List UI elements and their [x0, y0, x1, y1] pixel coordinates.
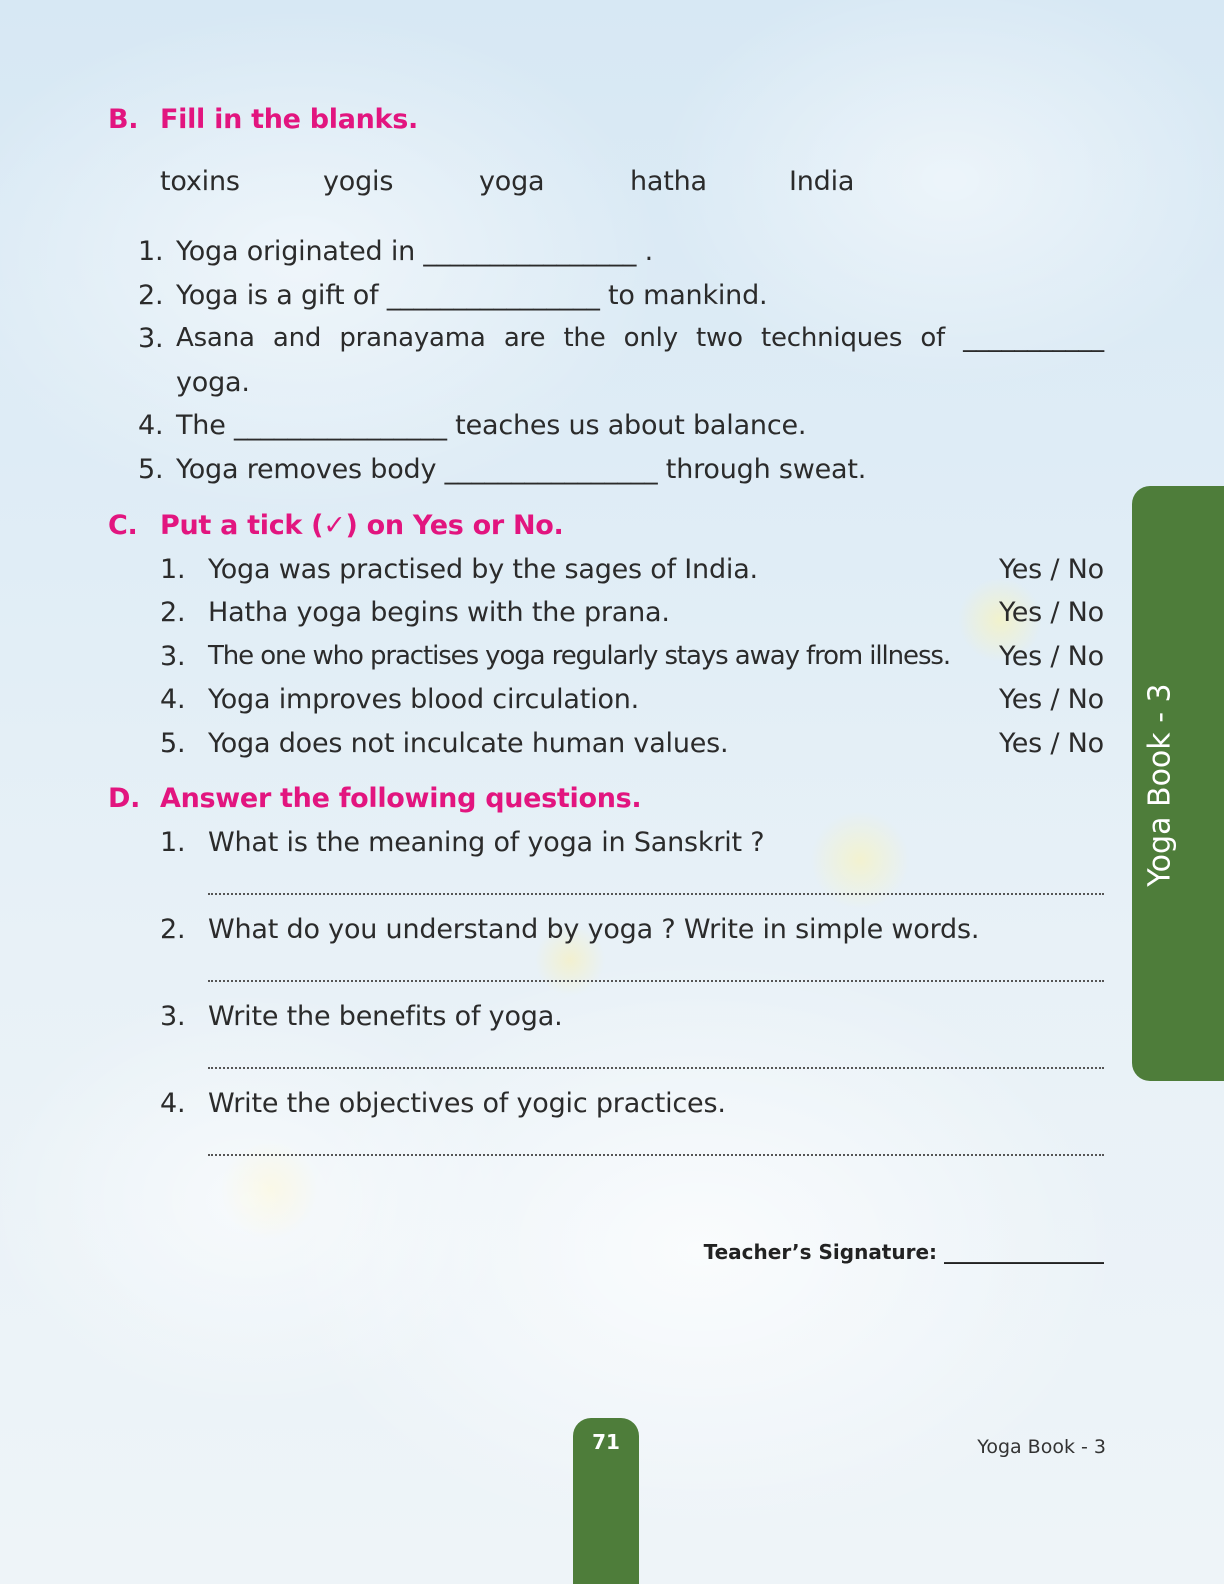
footer-book-title: Yoga Book - 3 — [977, 1436, 1106, 1458]
answer-line[interactable] — [208, 1154, 1104, 1156]
section-d-letter: D. — [108, 783, 141, 814]
word-bank-item: yogis — [323, 166, 394, 197]
item-text: Write the objectives of yogic practices. — [208, 1088, 726, 1119]
section-c-title: Put a tick (✓) on Yes or No. — [160, 510, 564, 541]
item-text: Asana and pranayama are the only two techniques of ___________ — [176, 323, 1104, 353]
section-c-heading — [108, 510, 563, 541]
yes-no-option[interactable]: Yes / No — [999, 641, 1104, 672]
item-text: Yoga does not inculcate human values. — [208, 728, 729, 759]
answer-line[interactable] — [208, 893, 1104, 895]
item-number: 1. — [138, 236, 164, 267]
yes-no-option[interactable]: Yes / No — [999, 597, 1104, 628]
item-number: 5. — [138, 454, 164, 485]
item-number: 1. — [160, 827, 186, 858]
item-text: Yoga removes body ________________ through sweat. — [176, 454, 867, 485]
section-c-letter: C. — [108, 510, 138, 541]
teacher-signature: Teacher’s Signature: ________________ — [703, 1240, 1104, 1264]
item-text: Write the benefits of yoga. — [208, 1001, 563, 1032]
word-bank-item: India — [789, 166, 855, 197]
section-b-title: Fill in the blanks. — [160, 104, 418, 135]
item-number: 2. — [138, 280, 164, 311]
yes-no-option[interactable]: Yes / No — [999, 728, 1104, 759]
answer-line[interactable] — [208, 1067, 1104, 1069]
answer-line[interactable] — [208, 980, 1104, 982]
item-number: 3. — [160, 1001, 186, 1032]
item-number: 5. — [160, 728, 186, 759]
yes-no-option[interactable]: Yes / No — [999, 554, 1104, 585]
word-bank-item: hatha — [630, 166, 707, 197]
item-text: Yoga originated in ________________ . — [176, 236, 653, 267]
section-d-title: Answer the following questions. — [160, 783, 642, 814]
item-number: 3. — [138, 323, 164, 354]
page-number: 71 — [592, 1430, 620, 1454]
section-b-letter: B. — [108, 104, 139, 135]
item-number: 1. — [160, 554, 186, 585]
word-bank-item: toxins — [160, 166, 240, 197]
item-text: The one who practises yoga regularly stays away from illness. — [208, 641, 951, 671]
side-tab-label: Yoga Book - 3 — [1142, 683, 1178, 887]
item-number: 4. — [160, 684, 186, 715]
item-text: What is the meaning of yoga in Sanskrit ? — [208, 827, 765, 858]
yes-no-option[interactable]: Yes / No — [999, 684, 1104, 715]
section-d-heading — [108, 783, 641, 814]
item-text: What do you understand by yoga ? Write in simple words. — [208, 914, 980, 945]
item-number: 4. — [160, 1088, 186, 1119]
word-bank — [0, 166, 1224, 200]
item-text: Yoga improves blood circulation. — [208, 684, 640, 715]
item-text-continued: yoga. — [176, 367, 250, 398]
item-number: 4. — [138, 410, 164, 441]
item-number: 3. — [160, 641, 186, 672]
item-number: 2. — [160, 597, 186, 628]
item-number: 2. — [160, 914, 186, 945]
section-b-heading — [108, 104, 418, 135]
item-text: The ________________ teaches us about balance. — [176, 410, 807, 441]
word-bank-item: yoga — [479, 166, 545, 197]
item-text: Yoga was practised by the sages of India. — [208, 554, 758, 585]
item-text: Yoga is a gift of ________________ to mankind. — [176, 280, 768, 311]
item-text: Hatha yoga begins with the prana. — [208, 597, 670, 628]
